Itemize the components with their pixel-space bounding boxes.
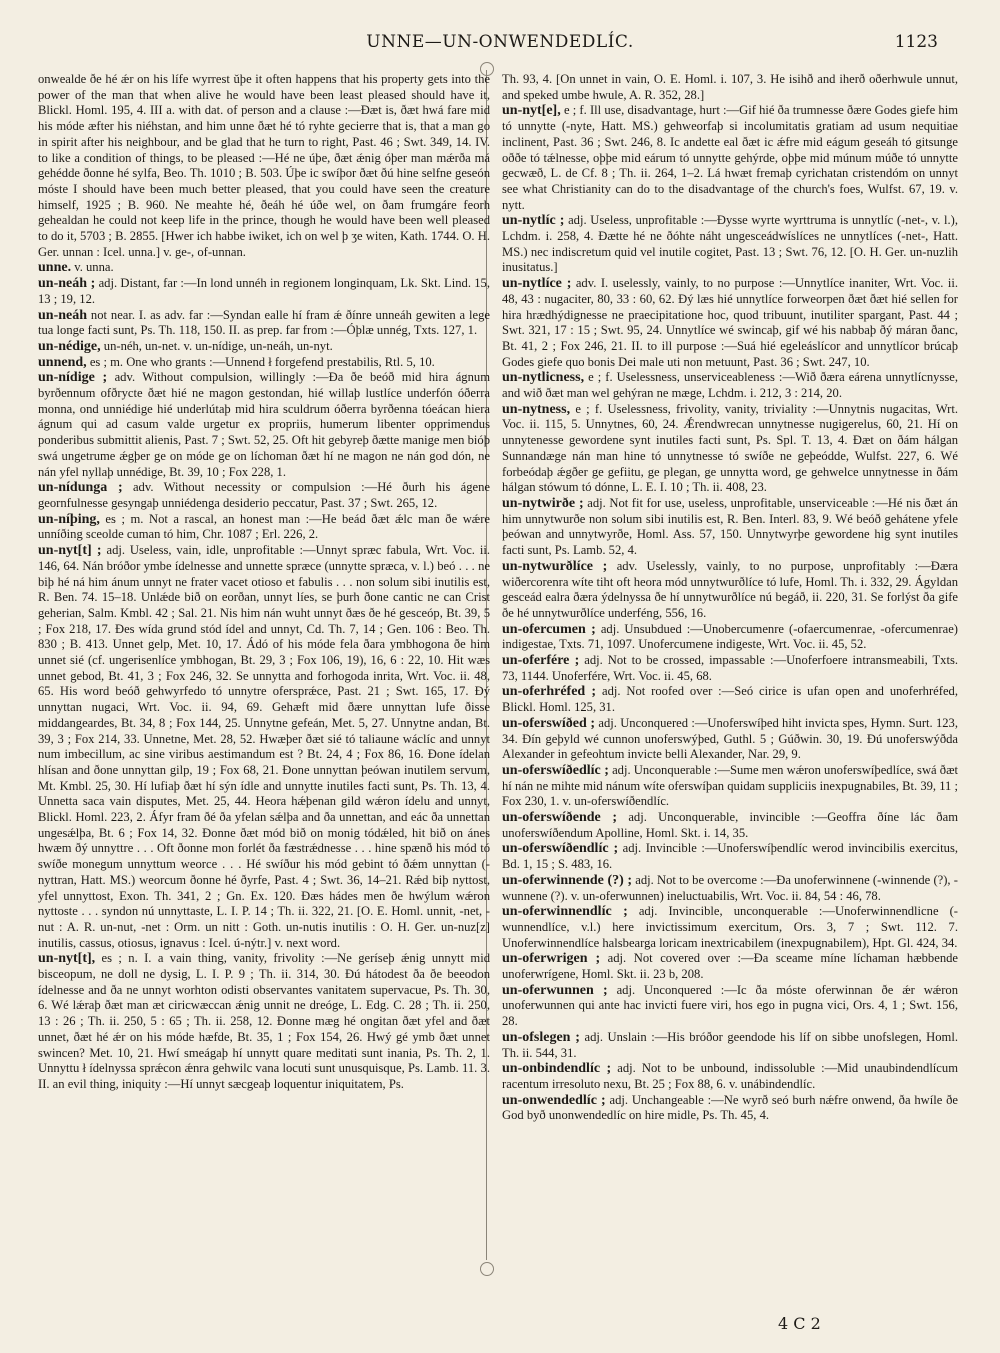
dictionary-entry xyxy=(502,684,958,715)
dictionary-entry xyxy=(502,810,958,841)
dictionary-entry xyxy=(38,339,490,355)
dictionary-entry xyxy=(38,72,490,260)
dictionary-entry xyxy=(502,716,958,763)
entry-text: adj. Unconquerable :—Sume men wǽron unoferswíþedlíce, swá ðæt hí nán ne mihte mid nánum wíte oferswíþan quidam suppliciis inexpugnabiles, Bt. 39, 11 ; Fox 230, 1. v. un-oferswíðendlíc. xyxy=(502,762,958,809)
dictionary-entry xyxy=(38,512,490,543)
entry-headword: un-nyt[t] ; xyxy=(38,543,102,559)
entry-headword: un-nídige ; xyxy=(38,370,108,386)
entry-headword: un-onwendedlíc ; xyxy=(502,1092,606,1108)
dictionary-entry xyxy=(502,904,958,951)
entry-text: adj. Invincible :—Unoferswíþendlíc werod invincibilis exercitus, Bd. 1, 15 ; S. 483, 16. xyxy=(502,841,959,872)
entry-text: es ; m. Not a rascal, an honest man :—He beád ðæt ǽlc man ðe wǽre unníðing sceolde cuman tó him, Chr. 1087 ; Erl. 226, 2. xyxy=(38,511,490,542)
dictionary-entry xyxy=(502,496,958,559)
entry-headword: un-oferwinnendlíc ; xyxy=(502,904,628,920)
entry-headword: un-oferswíðed ; xyxy=(502,715,596,731)
entry-headword: un-nídunga ; xyxy=(38,480,123,496)
dictionary-entry xyxy=(502,653,958,684)
entry-text: adj. Unsubdued :—Unobercumenre (-ofaercumenrae, -ofercumenrae) indigestae, Txts. 71, 1097. Unofercumene indigeste, Wrt. Voc. ii. 45, 52. xyxy=(502,621,958,652)
entry-text: adj. Not covered over :—Ða sceame míne líchaman hæbbende unoferwrígene, Homl. Skt. ii. 23 b, 208. xyxy=(502,951,958,982)
dictionary-entry xyxy=(38,370,490,480)
entry-text: adj. Useless, unprofitable :—Ðysse wyrte wyrttruma is unnytlíc (-net-, v. l.), Lchdm. i. 258, 4. Ðætte hé ne ðóhte náht ungesceádwíslíces ne unnytlíces (-net-, Hatt. MS.) nec indiscretum quid vel inutile cogitet, Past. 13 ; Swt. 76, 12. [O. H. Ger. un-nuzlih inusitatus.] xyxy=(502,213,958,275)
dictionary-entry xyxy=(38,543,490,951)
entry-headword: un-nytness, xyxy=(502,401,571,417)
entry-text: adj. Unconquered :—Ic ða móste oferwinnan ðe ǽr wǽron unoferwunnen qui ante hac invicti fuere viri, hos ego in pugna vici, Ors. 4, 1 ; Swt. 156, 28. xyxy=(502,982,958,1029)
dictionary-entry xyxy=(502,1061,958,1092)
dictionary-entry xyxy=(502,951,958,982)
dictionary-entry xyxy=(502,103,958,213)
entry-headword: un-oferwinnende (?) ; xyxy=(502,872,633,888)
left-column xyxy=(38,72,490,1093)
entry-headword: un-nytwurðlíce ; xyxy=(502,558,608,574)
entry-text: Th. 93, 4. [On unnet in vain, O. E. Homl. i. 107, 3. He isihð and iherð oðerhwule unnut, and speked umbe hwule, A. R. 352, 28.] xyxy=(502,72,958,102)
entry-text: adj. Unchangeable :—Ne wyrð seó burh nǽfre onwend, ða hwíle ðe God byð unonwendedlíc on hire midle, Ps. Th. 45, 4. xyxy=(502,1092,958,1123)
entry-text: adj. Unconquered :—Unoferswíþed hiht invicta spes, Hymn. Surt. 123, 34. Ðín geþyld wé cunnon unoferswýþed, Guthl. 5 ; Gúðwin. 30, 19. Ðú unoferswýðda Alexander in gefeohtum invicte belli Alexander, Nar. 29, 9. xyxy=(502,715,958,762)
entry-headword: un-oferswíðende ; xyxy=(502,810,618,826)
dictionary-entry xyxy=(38,951,490,1092)
dictionary-entry xyxy=(38,308,490,339)
entry-headword: un-nytwirðe ; xyxy=(502,495,584,511)
entry-text: adv. I. uselessly, vainly, to no purpose :—Unnytlíce inaniter, Wrt. Voc. ii. 48, 43 : nugaciter, 80, 33 : 60, 62. Ðý læs hié unnytlíce forweorpen ðæt ðæt hié sellen for hira hrædhýdignesse ne praecipitatione hoc, quod tribuunt, inutiliter spargant, Past. 44 ; Swt. 321, 17 : 15 ; Swt. 95, 24. Unnytlíce wé swincaþ, gif wé his nabbaþ ðý máran ðanc, Bt. 41, 2 ; Fox 246, 21. II. to ill purpose :—Suá hié egeleáslícor and unnytlícor brúcaþ Godes giefe quo bonis Dei male uti non metuunt, Past. 36 ; Swt. 247, 10. xyxy=(502,276,958,369)
dictionary-entry xyxy=(502,72,958,103)
dictionary-entry xyxy=(38,260,490,276)
entry-text: adv. Uselessly, vainly, to no purpose, unprofitably :—Ðæra wiðercorenra wíte tiht oft heora mód unnytwurðlíce tó lufe, Homl. Th. i. 332, 29. Ágyldan gesceád ealra ðæra ýdelnyssa ðe hí unnytwurðlíce nú begáð, ii. 220, 31. Se forlýst ða gife ðe hé unnytwurðlíce underféng, 556, 16. xyxy=(502,558,959,620)
entry-headword: un-neáh ; xyxy=(38,276,96,292)
entry-text: adj. Distant, far :—In lond unnéh in regionem longinquam, Lk. Skt. Lind. 15, 13 ; 19, 12. xyxy=(38,276,490,306)
entry-headword: un-oferwunnen ; xyxy=(502,982,608,998)
dictionary-entry xyxy=(502,622,958,653)
entry-headword: un-oferfére ; xyxy=(502,653,580,669)
entry-text: e ; f. Uselessness, frivolity, vanity, triviality :—Unnytnis nugacitas, Wrt. Voc. ii. 115, 5. Unnytnes, 60, 24. Ǽrendwrecan unnytnesse nugigerelus, 60, 21. Hí on unnytenesse gewordene synt inutiles facti sunt, Ps. Spl. T. 13, 4. Ðæt on ðám hálgan Sunnandæge nán man hine tó unnytnesse tó swíðe ne geþeódde, Wulfst. 227, 6. Wé forbeódaþ ǽgðer ge gefiitu, ge plegan, ge unnytta word, ge gehwelce unnytnesse in ðám hálgan stówum tó dónne, L. E. I. 10 ; Th. ii. 408, 23. xyxy=(502,401,958,495)
entry-text: adv. Without necessity or compulsion :—Hé ðurh his ágene geornfulnesse gesyngaþ unniédenga desiderio peccatur, Past. 37 ; Swt. 265, 12. xyxy=(38,480,491,510)
entry-text: adj. Not roofed over :—Seó cirice is ufan open and unoferhréfed, Blickl. Homl. 125, 31. xyxy=(502,684,958,715)
entry-text: e ; f. Ill use, disadvantage, hurt :—Gif hié ða trumnesse ðære Godes giefe him tó unnytte (-nyte, Hatt. MS.) gehweorfaþ si incolumitatis gratiam ad usum nequitiae inclinent, Past. 36 ; Swt. 246, 8. Ic andette eal ðæt ic ǽfre mid eágum geseáh tó gitsunge oððe tó tǽlnesse, oþþe mid eárum tó unnytte gehýrde, oþþe mid múnum múðe tó unnytte gecwæð, L. de Cf. 8 ; Th. ii. 264, 1–2. Lá hwæt fremaþ cyrichatan cristendóm on unnyt see what Christianity can do to the disadvantage of the church's foes, Wulfst. 67, 19. v. nytt. xyxy=(502,103,959,212)
entry-headword: un-nyt[e], xyxy=(502,103,561,119)
entry-text: es ; n. I. a vain thing, vanity, frivolity :—Ne geríseþ ǽnig unnytt mid bisceopum, ne doll ne dysig, L. I. P. 9 ; Th. ii. 314, 30. Ðú hátodest ða ðe beeodon ídelnesse and ða ne unnyt worhton odisti observantes vanitatem supervacue, Ps. Th. 30, 6. Wé lǽraþ ðæt man æt ciricwæccan ǽnig unnit ne dreóge, L. Edg. C. 28 ; Th. ii. 250, 13 : 26 ; Th. ii. 250, 5 : 65 ; Th. ii. 258, 12. Ðonne mæg hé ongitan ðæt yfel and ðæt unnet, ðæt hé ǽr on his móde hæfde, Bt. 35, 1 ; Fox 154, 26. Hwý gé ymb ðæt unnet swincen? Met. 10, 21. Hwí smeágaþ hí unnytt quare meditati sunt inania, Ps. Th. 2, 1. Unnyttu ł ídelnyssa sprǽcon ǽnra gehwilc vana locuti sunt unusquisque, Ps. Lamb. 11. 3. II. an evil thing, iniquity :—Hí unnyt sæcgeaþ loquentur iniquitatem, Ps. xyxy=(38,951,490,1091)
dictionary-entry xyxy=(502,370,958,401)
dictionary-entry xyxy=(502,983,958,1030)
dictionary-entry xyxy=(502,1030,958,1061)
dictionary-entry xyxy=(502,559,958,622)
dictionary-entry xyxy=(502,213,958,276)
entry-text: un-néh, un-net. v. un-nídige, un-neáh, un-nyt. xyxy=(103,338,333,353)
dictionary-entry xyxy=(502,763,958,810)
entry-headword: un-oferhréfed ; xyxy=(502,684,597,700)
right-column xyxy=(502,72,958,1124)
dictionary-entry xyxy=(502,841,958,872)
dictionary-entry xyxy=(502,1093,958,1124)
entry-text: e ; f. Uselessness, unserviceableness :—Wið ðæra eárena unnytlícnysse, and wið ðæt man wel gehýran ne mæge, Lchdm. i. 212, 3 : 214, 20. xyxy=(502,370,958,401)
entry-text: adj. Invincible, unconquerable :—Unoferwinnendlicne (-wunnendlíce, v.l.) here invictissimum exercitum, Ors. 3, 7 ; Swt. 112. 7. Unoferwinnendlíce halsbearga loricam inextricabilem (inexpugnabilem), Hpt. Gl. 424, 34. xyxy=(502,904,958,950)
entry-text: adj. Not to be overcome :—Ða unoferwinnene (-winnende (?), -wunnene (?). v. un-oferwunnen) ineluctuabilis, Wrt. Voc. ii. 84, 54 : 46, 78. xyxy=(502,872,958,903)
entry-text: adj. Useless, vain, idle, unprofitable :—Unnyt spræc fabula, Wrt. Voc. ii. 146, 64. Nán bróðor ymbe ídelnesse and unnette spræce (unnytte spræca, v. l.) beó . . . ne biþ hé ná him ánum unnyt ne frater vacet otioso et fabulis . . . non solum sibi inutilis est, R. Ben. 74. 15–18. Unlǽde bið on eorðan, unnyt líes, se þurh ðone cantic ne can Crist geherian, Salm. Kmbl. 42 ; Sal. 21. Nis him nán wuht unnyt ðæs ðe hé gesceóp, Bt. 39, 5 ; Fox 218, 17. Ðes wída grund stód ídel and unnyt, Cd. Th. 7, 14 ; Gen. 106 : Beo. Th. 830 ; B. 413. Unnet gelp, Met. 10, 17. Ádó of his móde fela ðara ymbhogona ðe him unnet sié (cf. ungerisenlíce ymbhogan, Bt. 29, 3 ; Fox 106, 19), 16, 6 : 22, 10. Hit wæs unnet gebod, Bt. 41, 3 ; Fox 246, 32. Se unnytta and forhogoda inrita, Wrt. Voc. ii. 48, 65. His word beóð gehwyrfedo tó unnytre ofersprǽce, Past. 21 ; Swt. 165, 17. Ðý unnyttan nugaci, Wrt. Voc. ii. 94, 69. Gehæft mid ðære unnyttan lufe ðisse middangeardes, Bt. 34, 8 ; Fox 144, 25. Unnytne gefeán, Met. 5, 27. Unnytne andan, Bt. 39, 3 ; Fox 214, 33. Unnetne, Met. 28, 52. Hwæþer ðæt sié tó taliaune wáclíc and unnyt num imbecillum, ac sine viribus aestimandum est ? Bt. 24, 4 ; Fox 86, 16. Ðone ídelan hlísan and ðone unnyttan gilp, 19 ; Fox 68, 21. Ðone unnyttan þeówan inutilem servum, Mt. Kmbl. 25, 30. Hí lufiaþ ðæt hí sýn ídle and unnytte inutiles facti sunt, Ps. Th. 13, 4. Unnetta saca vain disputes, Met. 25, 44. Heora hǽþenan gild wǽron ídelu and unnyt, Blickl. Homl. 223, 2. Áfyr fram ðé ða yfelan sǽlþa and ða unnettan, and eác ða unnettan ungesǽlþa, Bt. 6 ; Fox 14, 32. Ðonne ðæt mód bið on monig tódǽled, hit bið on ánes hwæm ðý unnyttre . . . Oft ðonne mon forlét ða fæstrǽdnesse . . . hine spænð his mód tó swíðe monegum unnyttum weorce . . . Hé swíður his mód gebint tó ðǽm unnyttan (-nyttran, Hatt. MS.) weorcum ðonne hé ðyrfe, Past. 4 ; Swt. 36, 14–21. Rǽd biþ nyttost, yfel unnyttost, Exon. Th. 341, 2 ; Gn. Ex. 120. Ðæs hádes men ðe hwýlum wǽron nyttoste . . . syndon nú unnyttaste, L. I. P. 14 ; Th. ii. 322, 21. [O. E. Homl. unnit, -net, -nut : A. R. un-nut, -net : Orm. un nitt : Goth. un-nutis inutilis : O. H. Ger. un-nuz[z] inutilis, cassus, otiosus, ignavus : Icel. ú-nýtr.] v. next word. xyxy=(38,543,490,950)
entry-text: onwealde ðe hé ǽr on his lífe wyrrest ǔþe it often happens that his property gets into the power of the man that when alive he would have been least pleased should have it, Blickl. Homl. 195, 4. III a. with dat. of person and a clause :—Ðæt is, ðæt hwá fare mid his móde æfter his niéhstan, and him unne ðæt hé tó ryhte gecierre that is, that a man go in spirit after his neighbour, and be glad that he turn to right, Past. 46 ; Swt. 349, 14. IV. to like a condition of things, to be pleased :—Hé ne úþe, ðæt ǽnig óþer man mǽrða má gehédde ðonne hé sylfa, Beo. Th. 1010 ; B. 503. Úþe ic swíþor ðæt ðú hine selfne geseón móste I should have been much better pleased, that you could have seen the creature himself, 1925 ; B. 960. Ne meahte hé, ðeáh hé úðe wel, on ðam frumgáre feorh gehealdan he could not keep life in the prince, though he would have been well pleased to do it, 5703 ; B. 2855. [Hwer ich habbe iwiket, ich on wel þ ʒe witen, Kath. 1744. O. H. Ger. unnan : Icel. unna.] v. ge-, of-unnan. xyxy=(38,72,490,259)
entry-headword: unnend, xyxy=(38,354,87,370)
entry-text: not near. I. as adv. far :—Syndan ealle hí fram ǽ ðínre unneáh gewiten a lege tua longe facti sunt, Ps. Th. 118, 150. II. as prep. far from :—Óþlæ unnég, Txts. 127, 1. xyxy=(38,307,490,338)
entry-headword: un-nytlíc ; xyxy=(502,213,565,229)
entry-text: adj. Unslain :—His bróðor geendode his líf on sibbe unofslegen, Homl. Th. ii. 544, 31. xyxy=(502,1029,958,1060)
dictionary-entry xyxy=(502,873,958,904)
entry-headword: un-oferwrigen ; xyxy=(502,951,601,967)
entry-headword: un-nyt[t], xyxy=(38,951,96,967)
entry-text: adj. Unconquerable, invincible :—Geoffra ðíne lác ðam unoferswíðendum Apolline, Homl. Skt. i. 14, 35. xyxy=(502,810,958,840)
page-number: 1123 xyxy=(894,32,938,52)
entry-headword: un-nytlicness, xyxy=(502,370,585,386)
entry-headword: un-oferswíðendlíc ; xyxy=(502,841,619,857)
entry-text: v. unna. xyxy=(74,260,114,275)
entry-headword: un-ofslegen ; xyxy=(502,1029,580,1045)
divider-ornament-bottom xyxy=(480,1262,494,1276)
entry-headword: un-oferswíðedlíc ; xyxy=(502,762,609,778)
dictionary-entry xyxy=(38,355,490,371)
entry-headword: un-onbindendlíc ; xyxy=(502,1061,612,1077)
dictionary-entry xyxy=(38,480,490,511)
entry-text: adj. Not fit for use, useless, unprofitable, unserviceable :—Hé nis ðæt án him unnytwurðe non solum sibi inutilis est, R. Ben. Interl. 83, 9. Wé beóð gehátene yfele þeówan and unnytwyrðe, Homl. Ass. 57, 150. Unnytwyrþe gewordene hig synt inutiles facti sunt, Ps. Lamb. 52, 4. xyxy=(502,495,958,558)
entry-headword: un-neáh xyxy=(38,307,88,323)
entry-headword: un-ofercumen ; xyxy=(502,621,596,637)
entry-text: es ; m. One who grants :—Unnend ł forgefend prestabilis, Rtl. 5, 10. xyxy=(89,354,435,369)
dictionary-entry xyxy=(502,402,958,496)
dictionary-entry xyxy=(502,276,958,370)
entry-text: adv. Without compulsion, willingly :—Ða ðe beóð mid hira ágnum byrðennum ofðrycte ðæt hié ne magon gestondan, hié willaþ lustlíce underfón óðerra monna, ond unniédige hié underlútaþ mid hira sculdrum óðerra byrðenna tóeácan hiera ágnum qui ad casum valde urgetur ex propriis, humerum libenter opprimendus ponderibus submittit alienis, Past. 7 ; Swt. 52, 25. Oft hit gebyreþ ðætte manige men bióþ swá ungetrume ǽgþer ge on móde ge on líchoman ðæt hí ne magon ne nán god dón, ne nán yfel nyllaþ unnédige, Bt. 39, 10 ; Fox 228, 1. xyxy=(38,370,490,479)
entry-text: adj. Not to be unbound, indissoluble :—Mid unaubindendlícum racentum irresoluto nexu, Bt. 25 ; Fox 88, 6. v. unábindendlíc. xyxy=(502,1061,958,1091)
entry-headword: un-nytlíce ; xyxy=(502,276,572,292)
running-head: UNNE—UN-ONWENDEDLÍC. xyxy=(366,32,634,52)
entry-headword: un-níþing, xyxy=(38,511,100,527)
entry-text: adj. Not to be crossed, impassable :—Unoferfoere intransmeabili, Txts. 73, 1144. Unoferfére, Wrt. Voc. ii. 45, 68. xyxy=(502,653,958,683)
page-header xyxy=(0,32,1000,58)
printer-signature: 4 C 2 xyxy=(778,1314,821,1333)
dictionary-entry xyxy=(38,276,490,307)
entry-headword: un-nédige, xyxy=(38,338,101,354)
entry-headword: unne. xyxy=(38,260,72,276)
